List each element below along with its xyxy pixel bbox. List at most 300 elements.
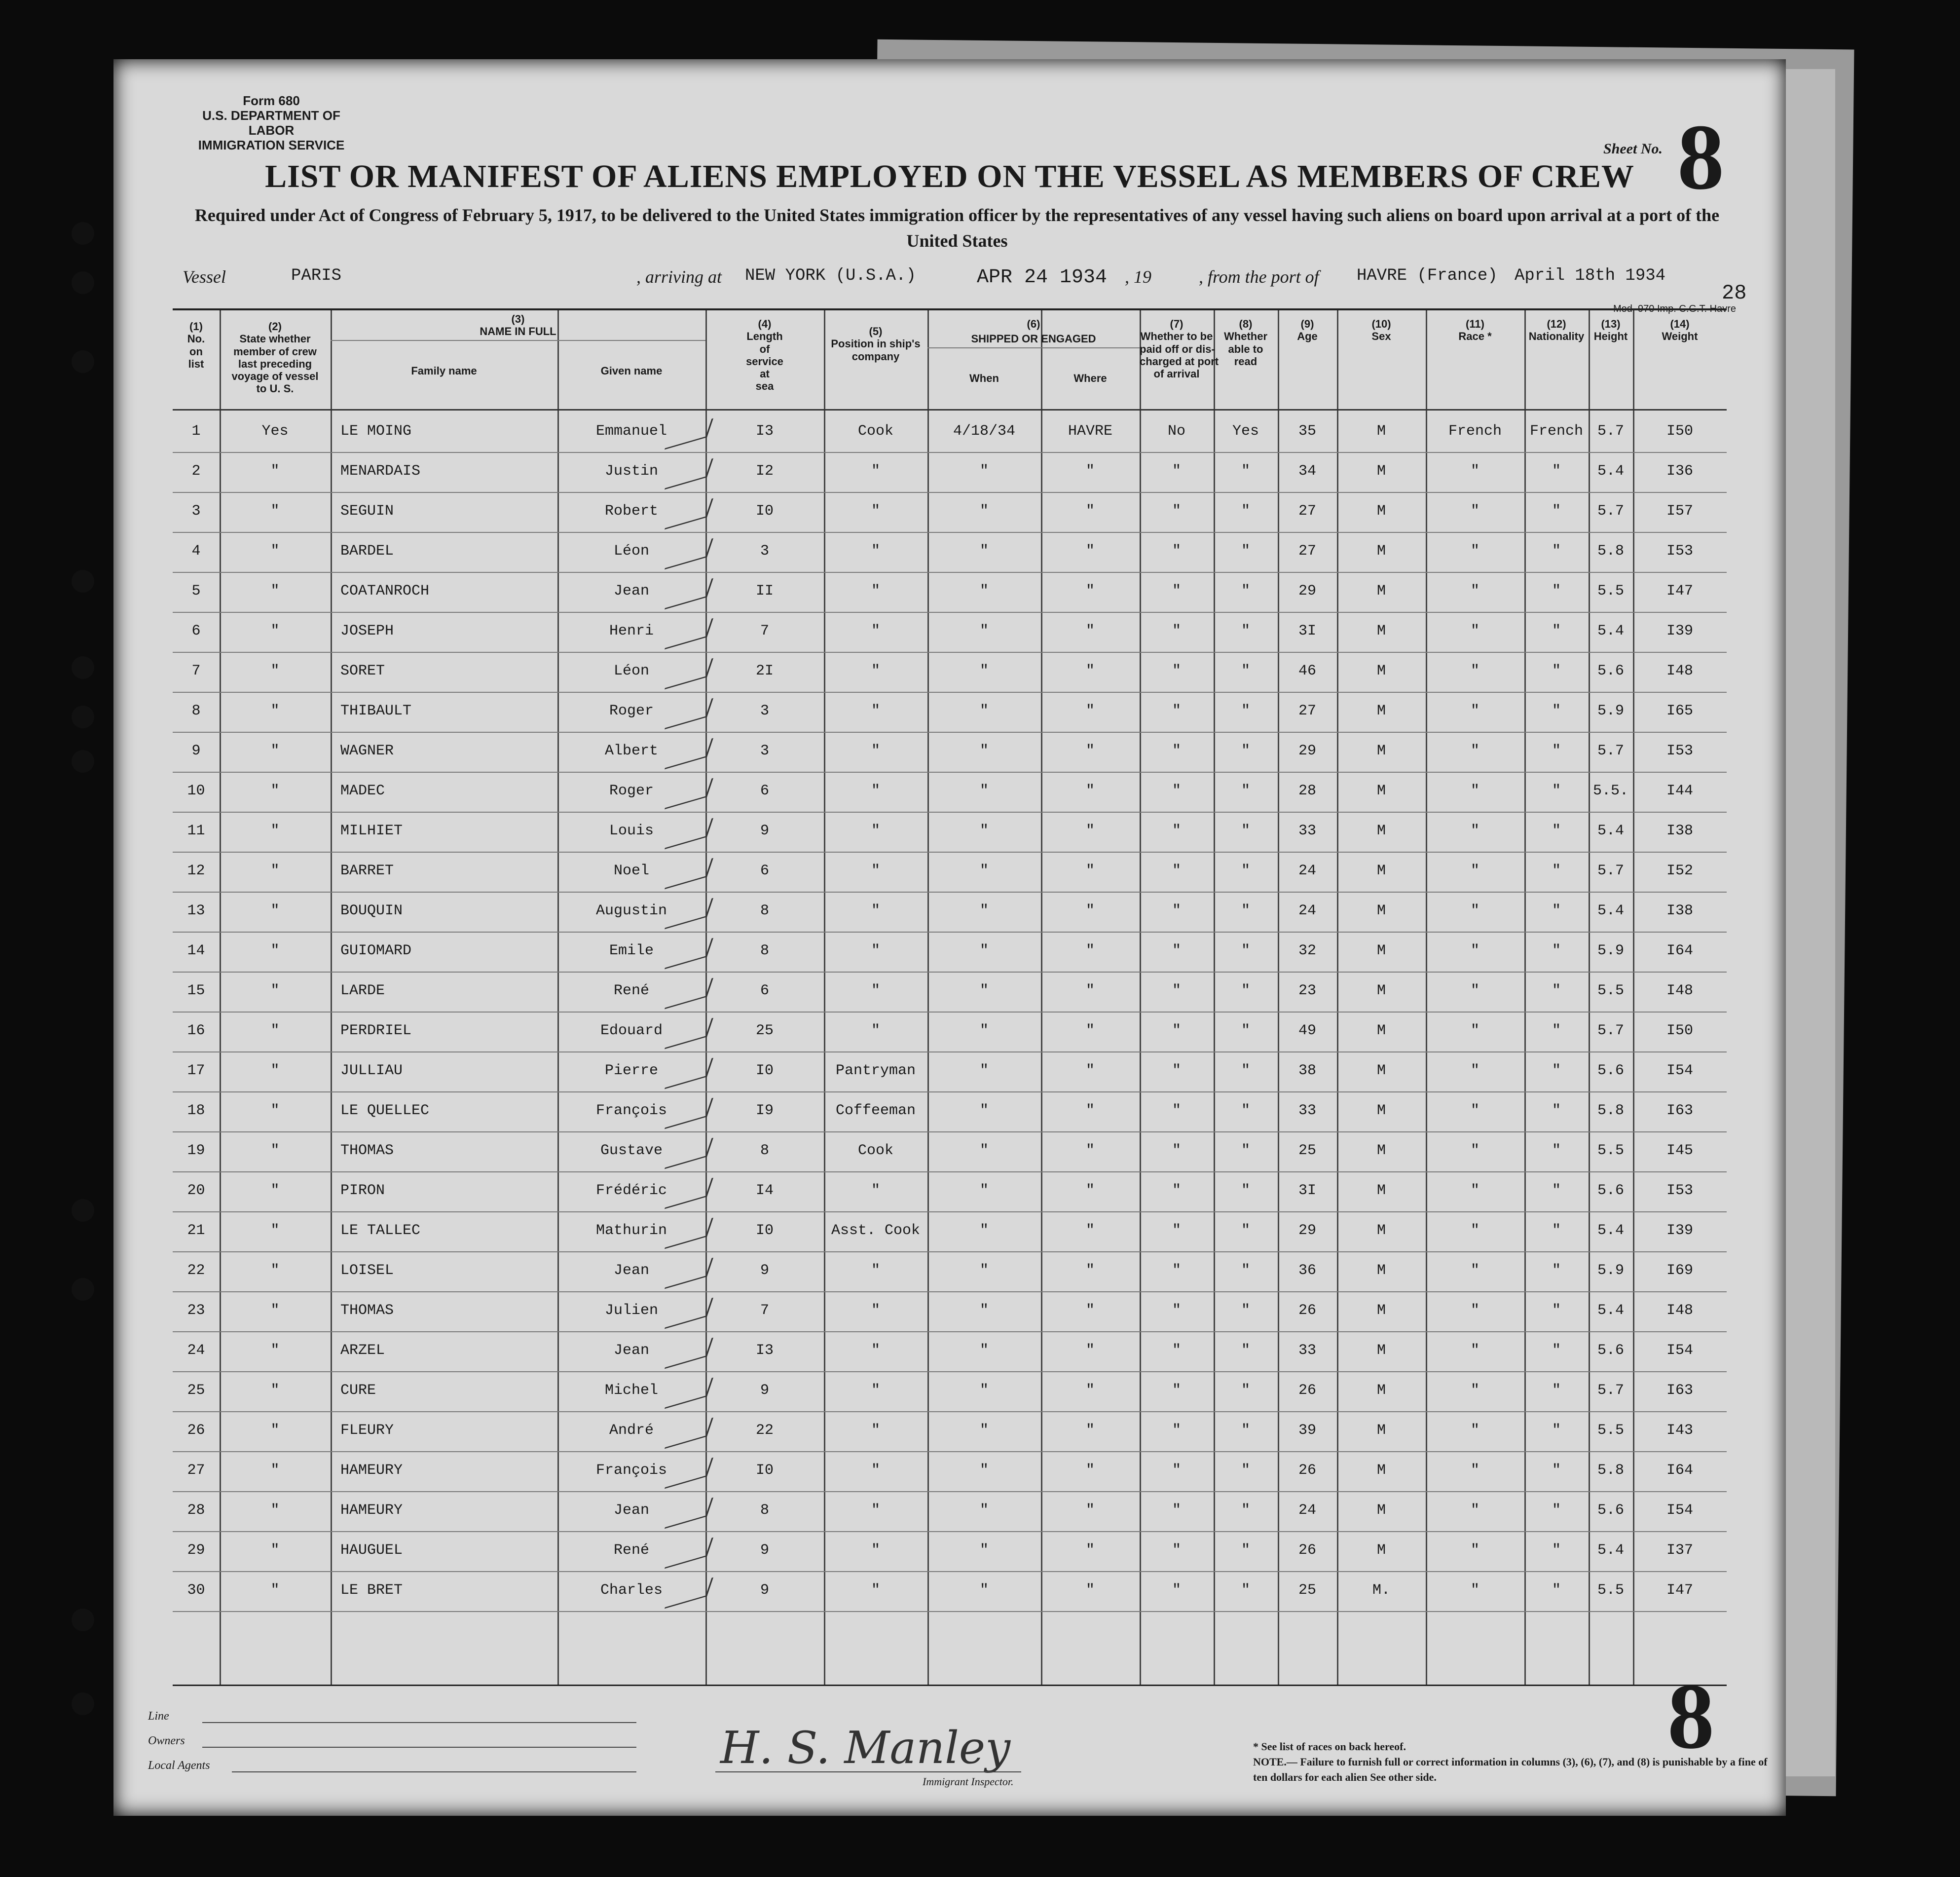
cell-given: François — [595, 1102, 667, 1119]
cell-when: " — [979, 1062, 989, 1079]
cell-where: " — [1085, 1342, 1095, 1359]
header-given-name: Given name — [600, 365, 663, 377]
cell-position: " — [871, 543, 880, 560]
cell-race: " — [1470, 623, 1479, 639]
cell-where: " — [1085, 1102, 1095, 1119]
cell-read: " — [1241, 1502, 1250, 1519]
cell-height: 5.8 — [1597, 1102, 1624, 1119]
cell-position: " — [871, 942, 880, 959]
cell-given: René — [613, 982, 649, 999]
cell-weight: I53 — [1666, 743, 1693, 759]
cell-given: Noel — [613, 863, 649, 879]
cell-given: Justin — [604, 463, 659, 480]
cell-paid: " — [1172, 743, 1181, 759]
arriving-label: , arriving at — [636, 267, 722, 287]
cell-nationality: " — [1552, 1342, 1561, 1359]
cell-read: " — [1241, 1422, 1250, 1439]
page-stamp: 28 — [1722, 281, 1747, 305]
cell-race: " — [1470, 503, 1479, 520]
cell-nationality: " — [1552, 1022, 1561, 1039]
cell-no: 7 — [191, 663, 201, 679]
cell-position: " — [871, 1582, 880, 1599]
cell-height: 5.4 — [1597, 1222, 1624, 1239]
punch-hole — [72, 271, 94, 294]
cell-no: 9 — [191, 743, 201, 759]
cell-when: " — [979, 1182, 989, 1199]
cell-race: " — [1470, 543, 1479, 560]
cell-family: SEGUIN — [340, 503, 394, 520]
cell-when: " — [979, 1462, 989, 1479]
cell-height: 5.9 — [1597, 703, 1624, 719]
cell-read: " — [1241, 1022, 1250, 1039]
punch-hole — [72, 1278, 94, 1301]
cell-paid: " — [1172, 863, 1181, 879]
cell-given: Augustin — [595, 902, 667, 919]
cell-read: " — [1241, 623, 1250, 639]
cell-member: " — [270, 1062, 280, 1079]
cell-service: 3 — [760, 743, 769, 759]
cell-nationality: " — [1552, 1582, 1561, 1599]
inspector-signature: H. S. Manley — [720, 1722, 1011, 1774]
cell-when: " — [979, 1342, 989, 1359]
cell-weight: I45 — [1666, 1142, 1693, 1159]
cell-weight: I48 — [1666, 982, 1693, 999]
cell-read: " — [1241, 1262, 1250, 1279]
cell-service: 9 — [760, 823, 769, 839]
cell-age: 27 — [1298, 543, 1316, 560]
cell-paid: " — [1172, 902, 1181, 919]
cell-height: 5.7 — [1597, 1022, 1624, 1039]
cell-weight: I65 — [1666, 703, 1693, 719]
cell-height: 5.7 — [1597, 743, 1624, 759]
cell-paid: " — [1172, 543, 1181, 560]
cell-member: " — [270, 942, 280, 959]
cell-position: " — [871, 623, 880, 639]
cell-sex: M — [1376, 1462, 1386, 1479]
cell-race: " — [1470, 1102, 1479, 1119]
cell-height: 5.4 — [1597, 1542, 1624, 1559]
cell-weight: I53 — [1666, 543, 1693, 560]
cell-family: HAUGUEL — [340, 1542, 403, 1559]
cell-given: François — [595, 1462, 667, 1479]
cell-family: PERDRIEL — [340, 1022, 412, 1039]
cell-race: " — [1470, 743, 1479, 759]
cell-race: " — [1470, 1462, 1479, 1479]
cell-height: 5.7 — [1597, 503, 1624, 520]
cell-given: Gustave — [600, 1142, 663, 1159]
cell-no: 10 — [187, 783, 205, 799]
cell-no: 28 — [187, 1502, 205, 1519]
cell-member: " — [270, 1022, 280, 1039]
cell-where: " — [1085, 1142, 1095, 1159]
cell-when: 4/18/34 — [953, 423, 1016, 440]
cell-paid: " — [1172, 1302, 1181, 1319]
cell-service: I3 — [755, 423, 774, 440]
cell-read: " — [1241, 1102, 1250, 1119]
cell-sex: M — [1376, 863, 1386, 879]
punch-hole — [72, 656, 94, 679]
penalty-note: NOTE.— Failure to furnish full or correct information in columns (3), (6), (7), and (8) is punishable by a fine of ten dollars for each alien See other side. — [1253, 1755, 1768, 1783]
cell-read: " — [1241, 583, 1250, 600]
cell-race: " — [1470, 1182, 1479, 1199]
cell-service: 8 — [760, 1142, 769, 1159]
cell-where: " — [1085, 942, 1095, 959]
cell-given: Roger — [609, 783, 654, 799]
cell-age: 33 — [1298, 823, 1316, 839]
cell-sex: M — [1376, 703, 1386, 719]
cell-no: 12 — [187, 863, 205, 879]
cell-given: Emmanuel — [595, 423, 667, 440]
cell-age: 32 — [1298, 942, 1316, 959]
cell-position: " — [871, 1182, 880, 1199]
from-port-label: , from the port of — [1199, 267, 1319, 287]
cell-sex: M — [1376, 1502, 1386, 1519]
cell-given: Léon — [613, 663, 649, 679]
cell-height: 5.4 — [1597, 823, 1624, 839]
cell-given: Charles — [600, 1582, 663, 1599]
cell-nationality: " — [1552, 543, 1561, 560]
cell-no: 26 — [187, 1422, 205, 1439]
cell-family: BARDEL — [340, 543, 394, 560]
cell-no: 15 — [187, 982, 205, 999]
cell-read: " — [1241, 863, 1250, 879]
cell-height: 5.4 — [1597, 463, 1624, 480]
cell-sex: M — [1376, 1342, 1386, 1359]
cell-position: " — [871, 1502, 880, 1519]
cell-height: 5.6 — [1597, 1182, 1624, 1199]
cell-nationality: " — [1552, 1102, 1561, 1119]
cell-height: 5.7 — [1597, 423, 1624, 440]
header-weight: (14) Weight — [1662, 318, 1698, 343]
cell-family: LE MOING — [340, 423, 412, 440]
cell-where: " — [1085, 663, 1095, 679]
cell-paid: " — [1172, 663, 1181, 679]
cell-race: " — [1470, 823, 1479, 839]
cell-sex: M — [1376, 902, 1386, 919]
cell-nationality: " — [1552, 783, 1561, 799]
cell-weight: I47 — [1666, 583, 1693, 600]
cell-position: " — [871, 982, 880, 999]
cell-given: René — [613, 1542, 649, 1559]
cell-service: I0 — [755, 1222, 774, 1239]
cell-when: " — [979, 1502, 989, 1519]
cell-family: COATANROCH — [340, 583, 430, 600]
cell-age: 26 — [1298, 1302, 1316, 1319]
cell-read: " — [1241, 503, 1250, 520]
cell-weight: I48 — [1666, 1302, 1693, 1319]
cell-sex: M — [1376, 942, 1386, 959]
cell-sex: M — [1376, 1262, 1386, 1279]
cell-race: " — [1470, 1422, 1479, 1439]
cell-when: " — [979, 1582, 989, 1599]
cell-read: " — [1241, 1382, 1250, 1399]
cell-nationality: " — [1552, 463, 1561, 480]
cell-race: " — [1470, 583, 1479, 600]
cell-race: " — [1470, 1062, 1479, 1079]
cell-member: " — [270, 503, 280, 520]
cell-race: " — [1470, 1582, 1479, 1599]
header-able-to-read: (8) Whether able to read — [1224, 318, 1267, 368]
cell-family: JOSEPH — [340, 623, 394, 639]
cell-nationality: " — [1552, 1422, 1561, 1439]
cell-no: 20 — [187, 1182, 205, 1199]
header-member: (2) State whether member of crew last preceding voyage of vessel to U. S. — [231, 320, 319, 395]
cell-weight: I54 — [1666, 1062, 1693, 1079]
cell-nationality: " — [1552, 823, 1561, 839]
cell-no: 29 — [187, 1542, 205, 1559]
cell-no: 6 — [191, 623, 201, 639]
header-sex: (10) Sex — [1371, 318, 1391, 343]
cell-position: " — [871, 1462, 880, 1479]
cell-position: " — [871, 463, 880, 480]
cell-no: 19 — [187, 1142, 205, 1159]
cell-no: 8 — [191, 703, 201, 719]
cell-nationality: " — [1552, 743, 1561, 759]
cell-member: " — [270, 1182, 280, 1199]
cell-nationality: " — [1552, 1142, 1561, 1159]
cell-where: " — [1085, 982, 1095, 999]
cell-race: French — [1448, 423, 1502, 440]
form-department: U.S. DEPARTMENT OF LABOR — [202, 108, 340, 138]
cell-sex: M — [1376, 1302, 1386, 1319]
cell-read: " — [1241, 902, 1250, 919]
footer-agents-label: Local Agents — [148, 1759, 210, 1772]
cell-paid: " — [1172, 1262, 1181, 1279]
cell-service: 6 — [760, 982, 769, 999]
cell-given: Jean — [613, 1342, 649, 1359]
cell-age: 28 — [1298, 783, 1316, 799]
cell-service: I0 — [755, 1062, 774, 1079]
cell-read: " — [1241, 1302, 1250, 1319]
cell-weight: I54 — [1666, 1342, 1693, 1359]
cell-no: 21 — [187, 1222, 205, 1239]
cell-weight: I39 — [1666, 623, 1693, 639]
cell-paid: No — [1167, 423, 1185, 440]
cell-member: " — [270, 1502, 280, 1519]
cell-family: THOMAS — [340, 1302, 394, 1319]
cell-race: " — [1470, 1222, 1479, 1239]
cell-sex: M — [1376, 1422, 1386, 1439]
cell-sex: M — [1376, 423, 1386, 440]
cell-member: " — [270, 1222, 280, 1239]
cell-nationality: " — [1552, 503, 1561, 520]
cell-family: JULLIAU — [340, 1062, 403, 1079]
cell-given: Jean — [613, 583, 649, 600]
cell-service: 3 — [760, 703, 769, 719]
cell-age: 35 — [1298, 423, 1316, 440]
cell-sex: M — [1376, 1542, 1386, 1559]
vessel-label: Vessel — [183, 267, 226, 287]
cell-member: " — [270, 863, 280, 879]
cell-when: " — [979, 743, 989, 759]
cell-paid: " — [1172, 1142, 1181, 1159]
footer-owners-label: Owners — [148, 1734, 185, 1747]
cell-member: " — [270, 1102, 280, 1119]
cell-race: " — [1470, 703, 1479, 719]
cell-sex: M — [1376, 463, 1386, 480]
cell-sex: M — [1376, 1022, 1386, 1039]
cell-weight: I54 — [1666, 1502, 1693, 1519]
cell-height: 5.6 — [1597, 663, 1624, 679]
header-paid-off: (7) Whether to be paid off or dis- charged at port of arrival — [1140, 318, 1219, 380]
cell-position: " — [871, 1422, 880, 1439]
cell-service: I3 — [755, 1342, 774, 1359]
cell-member: " — [270, 1462, 280, 1479]
cell-weight: I39 — [1666, 1222, 1693, 1239]
cell-read: " — [1241, 823, 1250, 839]
cell-paid: " — [1172, 1422, 1181, 1439]
header-position: (5) Position in ship's company — [831, 325, 921, 363]
cell-when: " — [979, 1222, 989, 1239]
cell-given: Léon — [613, 543, 649, 560]
punch-hole — [72, 570, 94, 593]
cell-weight: I38 — [1666, 902, 1693, 919]
cell-when: " — [979, 863, 989, 879]
cell-when: " — [979, 583, 989, 600]
cell-given: Michel — [604, 1382, 659, 1399]
cell-service: 8 — [760, 1502, 769, 1519]
year-label: , 19 — [1125, 267, 1151, 287]
cell-member: " — [270, 703, 280, 719]
cell-given: Emile — [609, 942, 654, 959]
cell-member: " — [270, 1302, 280, 1319]
cell-where: " — [1085, 1542, 1095, 1559]
cell-sex: M — [1376, 503, 1386, 520]
cell-no: 18 — [187, 1102, 205, 1119]
cell-height: 5.6 — [1597, 1062, 1624, 1079]
cell-read: " — [1241, 1142, 1250, 1159]
page-title: LIST OR MANIFEST OF ALIENS EMPLOYED ON THE VESSEL AS MEMBERS OF CREW — [265, 158, 1634, 194]
printer-reference: Mod. 970 Imp. C.G.T. Havre — [1613, 303, 1736, 314]
cell-member: " — [270, 902, 280, 919]
cell-read: " — [1241, 463, 1250, 480]
punch-hole — [72, 706, 94, 728]
cell-family: LE TALLEC — [340, 1222, 421, 1239]
cell-read: " — [1241, 663, 1250, 679]
cell-race: " — [1470, 1142, 1479, 1159]
cell-read: " — [1241, 1222, 1250, 1239]
cell-service: 2I — [755, 663, 774, 679]
cell-when: " — [979, 703, 989, 719]
cell-member: " — [270, 623, 280, 639]
cell-race: " — [1470, 663, 1479, 679]
cell-position: " — [871, 1542, 880, 1559]
cell-where: " — [1085, 743, 1095, 759]
cell-nationality: " — [1552, 583, 1561, 600]
cell-age: 27 — [1298, 703, 1316, 719]
cell-family: WAGNER — [340, 743, 394, 759]
cell-when: " — [979, 1142, 989, 1159]
cell-nationality: " — [1552, 1542, 1561, 1559]
cell-position: " — [871, 663, 880, 679]
cell-service: 9 — [760, 1542, 769, 1559]
cell-no: 30 — [187, 1582, 205, 1599]
cell-height: 5.9 — [1597, 942, 1624, 959]
header-nationality: (12) Nationality — [1528, 318, 1585, 343]
cell-when: " — [979, 982, 989, 999]
form-identifier — [192, 94, 350, 153]
cell-position: " — [871, 703, 880, 719]
cell-nationality: " — [1552, 1262, 1561, 1279]
cell-weight: I48 — [1666, 663, 1693, 679]
cell-member: " — [270, 783, 280, 799]
cell-race: " — [1470, 783, 1479, 799]
cell-race: " — [1470, 942, 1479, 959]
cell-age: 3I — [1298, 1182, 1316, 1199]
header-family-name: Family name — [411, 365, 477, 377]
cell-paid: " — [1172, 1102, 1181, 1119]
cell-family: HAMEURY — [340, 1502, 403, 1519]
cell-position: " — [871, 1382, 880, 1399]
cell-service: 3 — [760, 543, 769, 560]
cell-paid: " — [1172, 1022, 1181, 1039]
cell-service: 6 — [760, 783, 769, 799]
cell-paid: " — [1172, 942, 1181, 959]
cell-service: 9 — [760, 1382, 769, 1399]
cell-family: LOISEL — [340, 1262, 394, 1279]
cell-where: " — [1085, 1382, 1095, 1399]
cell-height: 5.4 — [1597, 1302, 1624, 1319]
cell-sex: M — [1376, 583, 1386, 600]
cell-where: " — [1085, 1302, 1095, 1319]
cell-read: " — [1241, 1542, 1250, 1559]
cell-family: THOMAS — [340, 1142, 394, 1159]
cell-service: II — [755, 583, 774, 600]
cell-where: " — [1085, 463, 1095, 480]
cell-weight: I37 — [1666, 1542, 1693, 1559]
cell-member: " — [270, 663, 280, 679]
cell-read: " — [1241, 942, 1250, 959]
cell-given: Julien — [604, 1302, 659, 1319]
cell-where: " — [1085, 783, 1095, 799]
cell-service: 6 — [760, 863, 769, 879]
cell-nationality: " — [1552, 663, 1561, 679]
cell-member: Yes — [261, 423, 289, 440]
cell-weight: I57 — [1666, 503, 1693, 520]
header-no: (1) No. on list — [187, 320, 205, 370]
cell-weight: I52 — [1666, 863, 1693, 879]
cell-height: 5.5 — [1597, 1582, 1624, 1599]
cell-family: MADEC — [340, 783, 385, 799]
cell-position: " — [871, 503, 880, 520]
cell-read: " — [1241, 783, 1250, 799]
cell-family: MENARDAIS — [340, 463, 421, 480]
cell-age: 24 — [1298, 902, 1316, 919]
cell-race: " — [1470, 1382, 1479, 1399]
cell-given: André — [609, 1422, 654, 1439]
page-subtitle: Required under Act of Congress of February 5, 1917, to be delivered to the United States immigration officer by the representatives of any vessel having such aliens on board upon arrival at a port of the United States — [194, 205, 1720, 251]
header-race: (11) Race * — [1458, 318, 1492, 343]
vessel-info-row — [143, 266, 1751, 296]
cell-position: " — [871, 583, 880, 600]
cell-when: " — [979, 1102, 989, 1119]
cell-nationality: " — [1552, 623, 1561, 639]
cell-when: " — [979, 543, 989, 560]
cell-read: " — [1241, 1182, 1250, 1199]
cell-when: " — [979, 1302, 989, 1319]
cell-nationality: " — [1552, 1182, 1561, 1199]
cell-member: " — [270, 982, 280, 999]
cell-position: Cook — [857, 423, 893, 440]
cell-position: " — [871, 863, 880, 879]
cell-age: 26 — [1298, 1382, 1316, 1399]
inspector-label: Immigrant Inspector. — [923, 1775, 1014, 1788]
cell-race: " — [1470, 1542, 1479, 1559]
cell-member: " — [270, 543, 280, 560]
cell-age: 29 — [1298, 743, 1316, 759]
cell-position: " — [871, 823, 880, 839]
punch-hole — [72, 1692, 94, 1715]
